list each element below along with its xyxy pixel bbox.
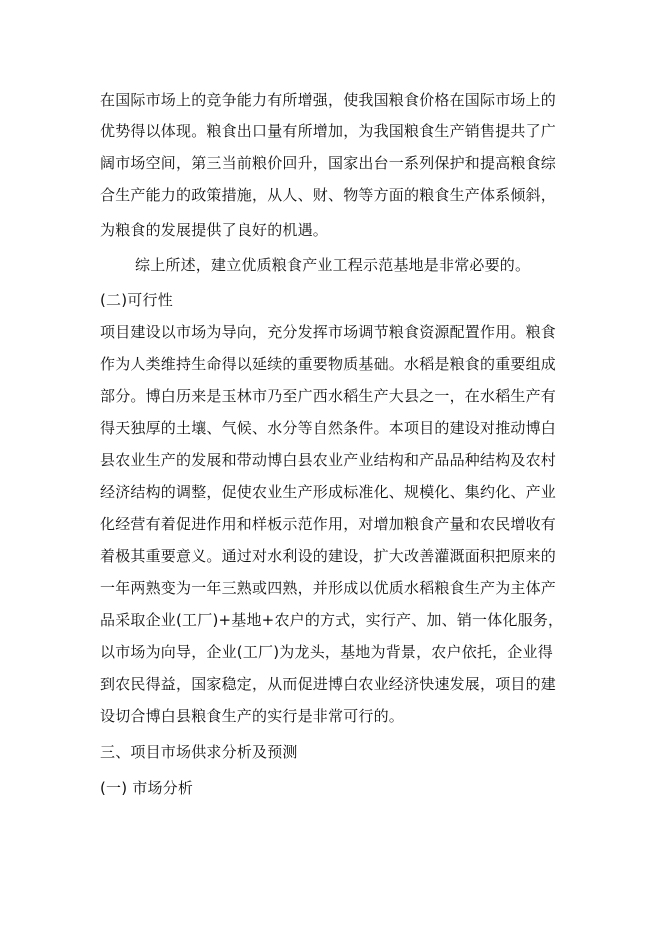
paragraph-line: 品采取企业(工厂)+基地+农户的方式，实行产、加、销一体化服务， bbox=[100, 611, 564, 629]
paragraph-line: 经济结构的调整，促使农业生产形成标准化、规模化、集约化、产业 bbox=[100, 483, 557, 501]
paragraph-line: 合生产能力的政策措施，从人、财、物等方面的粮食生产体系倾斜， bbox=[100, 186, 557, 204]
paragraph-line: 县农业生产的发展和带动博白县农业产业结构和产品品种结构及农村 bbox=[100, 451, 557, 469]
paragraph-line: 优势得以体现。粮食出口量有所增加，为我国粮食生产销售提共了广 bbox=[100, 122, 557, 140]
subsection-heading-market: (一) 市场分析 bbox=[100, 779, 194, 797]
section-heading-feasibility: (二)可行性 bbox=[100, 291, 173, 309]
section-heading-market-analysis: 三、项目市场供求分析及预测 bbox=[100, 743, 298, 761]
paragraph-line: 为粮食的发展提供了良好的机遇。 bbox=[100, 221, 329, 239]
paragraph-line: 部分。博白历来是玉林市乃至广西水稻生产大县之一，在水稻生产有 bbox=[100, 387, 557, 405]
paragraph-line: 着极其重要意义。通过对水利设的建设，扩大改善灌溉面积把原来的 bbox=[100, 547, 557, 565]
paragraph-line: 以市场为向导，企业(工厂)为龙头，基地为背景，农户依托，企业得 bbox=[100, 643, 553, 661]
paragraph-line: 项目建设以市场为导向，充分发挥市场调节粮食资源配置作用。粮食 bbox=[100, 323, 557, 341]
paragraph-line: 阔市场空间，第三当前粮价回升，国家出台一系列保护和提高粮食综 bbox=[100, 154, 557, 172]
paragraph-line: 一年两熟变为一年三熟或四熟，并形成以优质水稻粮食生产为主体产 bbox=[100, 579, 557, 597]
paragraph-line: 到农民得益，国家稳定，从而促进博白农业经济快速发展，项目的建 bbox=[100, 675, 557, 693]
paragraph-line: 作为人类维持生命得以延续的重要物质基础。水稻是粮食的重要组成 bbox=[100, 355, 557, 373]
paragraph-line: 设切合博白县粮食生产的实行是非常可行的。 bbox=[100, 707, 405, 725]
summary-line: 综上所述，建立优质粮食产业工程示范基地是非常必要的。 bbox=[135, 256, 531, 274]
paragraph-line: 在国际市场上的竞争能力有所增强，使我国粮食价格在国际市场上的 bbox=[100, 91, 557, 109]
paragraph-line: 得天独厚的土壤、气候、水分等自然条件。本项目的建设对推动博白 bbox=[100, 419, 557, 437]
paragraph-line: 化经营有着促进作用和样板示范作用，对增加粮食产量和农民增收有 bbox=[100, 515, 557, 533]
